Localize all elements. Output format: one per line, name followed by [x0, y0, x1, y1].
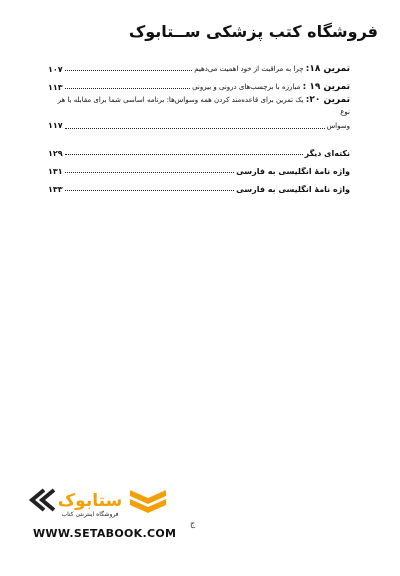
- toc-entry-title: تمرین ۱۹ : مبارزه با برچسب‌های درونی و بیرونی: [192, 82, 350, 92]
- table-of-contents: [48, 58, 350, 196]
- toc-entry-title: تمرین ۲۰: یک تمرین برای قاعده‌مند کردن همه وسواس‌ها: برنامه اساسی شما برای مقابله با هر نوع: [57, 95, 350, 116]
- dot-leader: [65, 190, 235, 191]
- toc-entry-title: تمرین ۱۸: چرا به مراقبت از خود اهمیت می‌دهیم: [194, 64, 350, 74]
- setabook-logo: [26, 486, 176, 518]
- dot-leader: [65, 154, 303, 155]
- toc-page-number: ۱۱۷: [48, 121, 63, 130]
- toc-entry-title: واژه نامهٔ انگلیسی به فارسی: [236, 167, 350, 176]
- store-header-title: فروشگاه کتب پزشکی ســتابوک: [128, 22, 378, 41]
- dot-leader: [65, 172, 235, 173]
- page-marker: ج: [190, 519, 196, 528]
- svg-text:فروشگاه اینترنتی کتاب: فروشگاه اینترنتی کتاب: [61, 511, 119, 518]
- toc-entry-exercise-19[interactable]: [48, 76, 350, 92]
- toc-page-number: ۱۲۹: [48, 149, 63, 158]
- toc-entry-another-note[interactable]: [48, 142, 350, 158]
- toc-page-number: ۱۰۷: [48, 65, 63, 74]
- toc-entry-exercise-20[interactable]: [48, 94, 350, 132]
- store-url[interactable]: WWW.SETABOOK.COM: [33, 527, 177, 540]
- toc-entry-glossary-1[interactable]: [48, 160, 350, 176]
- dot-leader: [65, 128, 325, 129]
- dot-leader: [65, 88, 190, 89]
- toc-entry-title: واژه نامهٔ انگلیسی به فارسی: [236, 185, 350, 194]
- svg-text:ستابوک: ستابوک: [57, 491, 123, 511]
- toc-entry-exercise-18[interactable]: [48, 58, 350, 74]
- toc-entry-title: نکته‌ای دیگر: [304, 149, 350, 158]
- stacked-chevron-icon: [130, 490, 166, 513]
- toc-entry-glossary-2[interactable]: [48, 178, 350, 194]
- toc-page-number: ۱۱۳: [48, 83, 63, 92]
- toc-page-number: ۱۳۳: [48, 185, 63, 194]
- toc-entry-title-continued: وسواس: [326, 122, 350, 130]
- double-chevron-icon: [32, 490, 54, 510]
- dot-leader: [65, 70, 193, 71]
- toc-page-number: ۱۳۱: [48, 167, 63, 176]
